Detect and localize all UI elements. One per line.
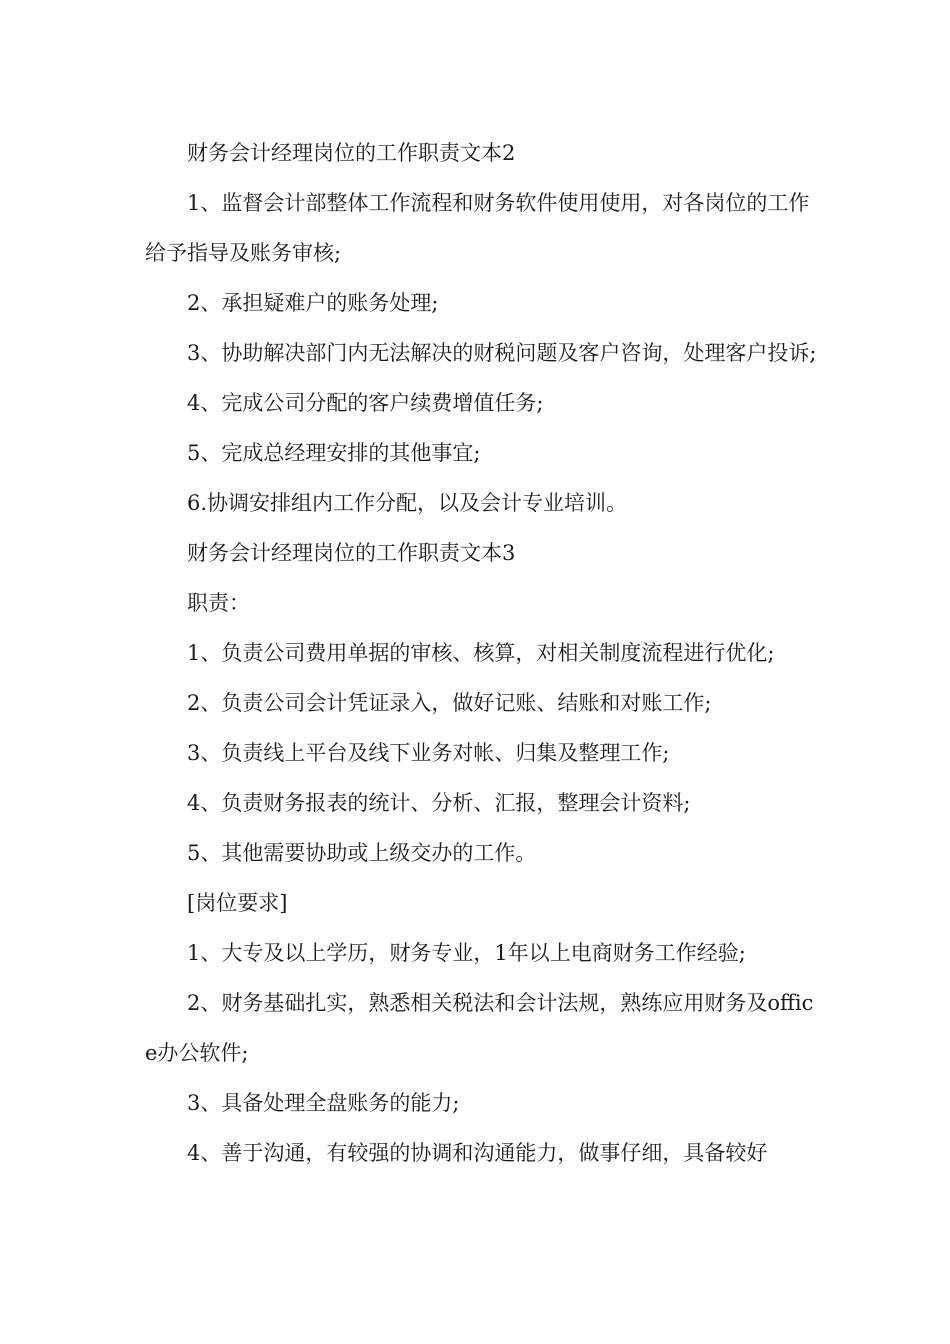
responsibility-item-4: 4、负责财务报表的统计、分析、汇报，整理会计资料; (187, 791, 691, 815)
duty-item-4: 4、完成公司分配的客户续费增值任务; (187, 391, 544, 415)
requirement-item-2: 2、财务基础扎实，熟悉相关税法和会计法规，熟练应用财务及office办公软件; (145, 991, 814, 1065)
duty-item-5: 5、完成总经理安排的其他事宜; (187, 441, 481, 465)
responsibility-item-1: 1、负责公司费用单据的审核、核算，对相关制度流程进行优化; (187, 641, 775, 665)
duty-item-2: 2、承担疑难户的账务处理; (187, 291, 439, 315)
duty-item-1: 1、监督会计部整体工作流程和财务软件使用使用，对各岗位的工作给予指导及账务审核; (145, 191, 810, 265)
duty-item-3: 3、协助解决部门内无法解决的财税问题及客户咨询，处理客户投诉; (187, 341, 817, 365)
responsibility-item-5: 5、其他需要协助或上级交办的工作。 (187, 841, 537, 865)
requirements-label: [岗位要求] (187, 891, 288, 915)
section-heading-2: 财务会计经理岗位的工作职责文本2 (187, 141, 516, 165)
requirement-item-3: 3、具备处理全盘账务的能力; (187, 1091, 460, 1115)
duty-item-6: 6.协调安排组内工作分配，以及会计专业培训。 (187, 491, 628, 515)
document-body (145, 128, 825, 1178)
section-heading-3: 财务会计经理岗位的工作职责文本3 (187, 541, 516, 565)
responsibility-item-2: 2、负责公司会计凭证录入，做好记账、结账和对账工作; (187, 691, 712, 715)
responsibility-item-3: 3、负责线上平台及线下业务对帐、归集及整理工作; (187, 741, 670, 765)
duties-label: 职责： (187, 591, 250, 615)
requirement-item-4: 4、善于沟通，有较强的协调和沟通能力，做事仔细，具备较好 (187, 1141, 768, 1165)
requirement-item-1: 1、大专及以上学历，财务专业，1年以上电商财务工作经验; (187, 941, 746, 965)
